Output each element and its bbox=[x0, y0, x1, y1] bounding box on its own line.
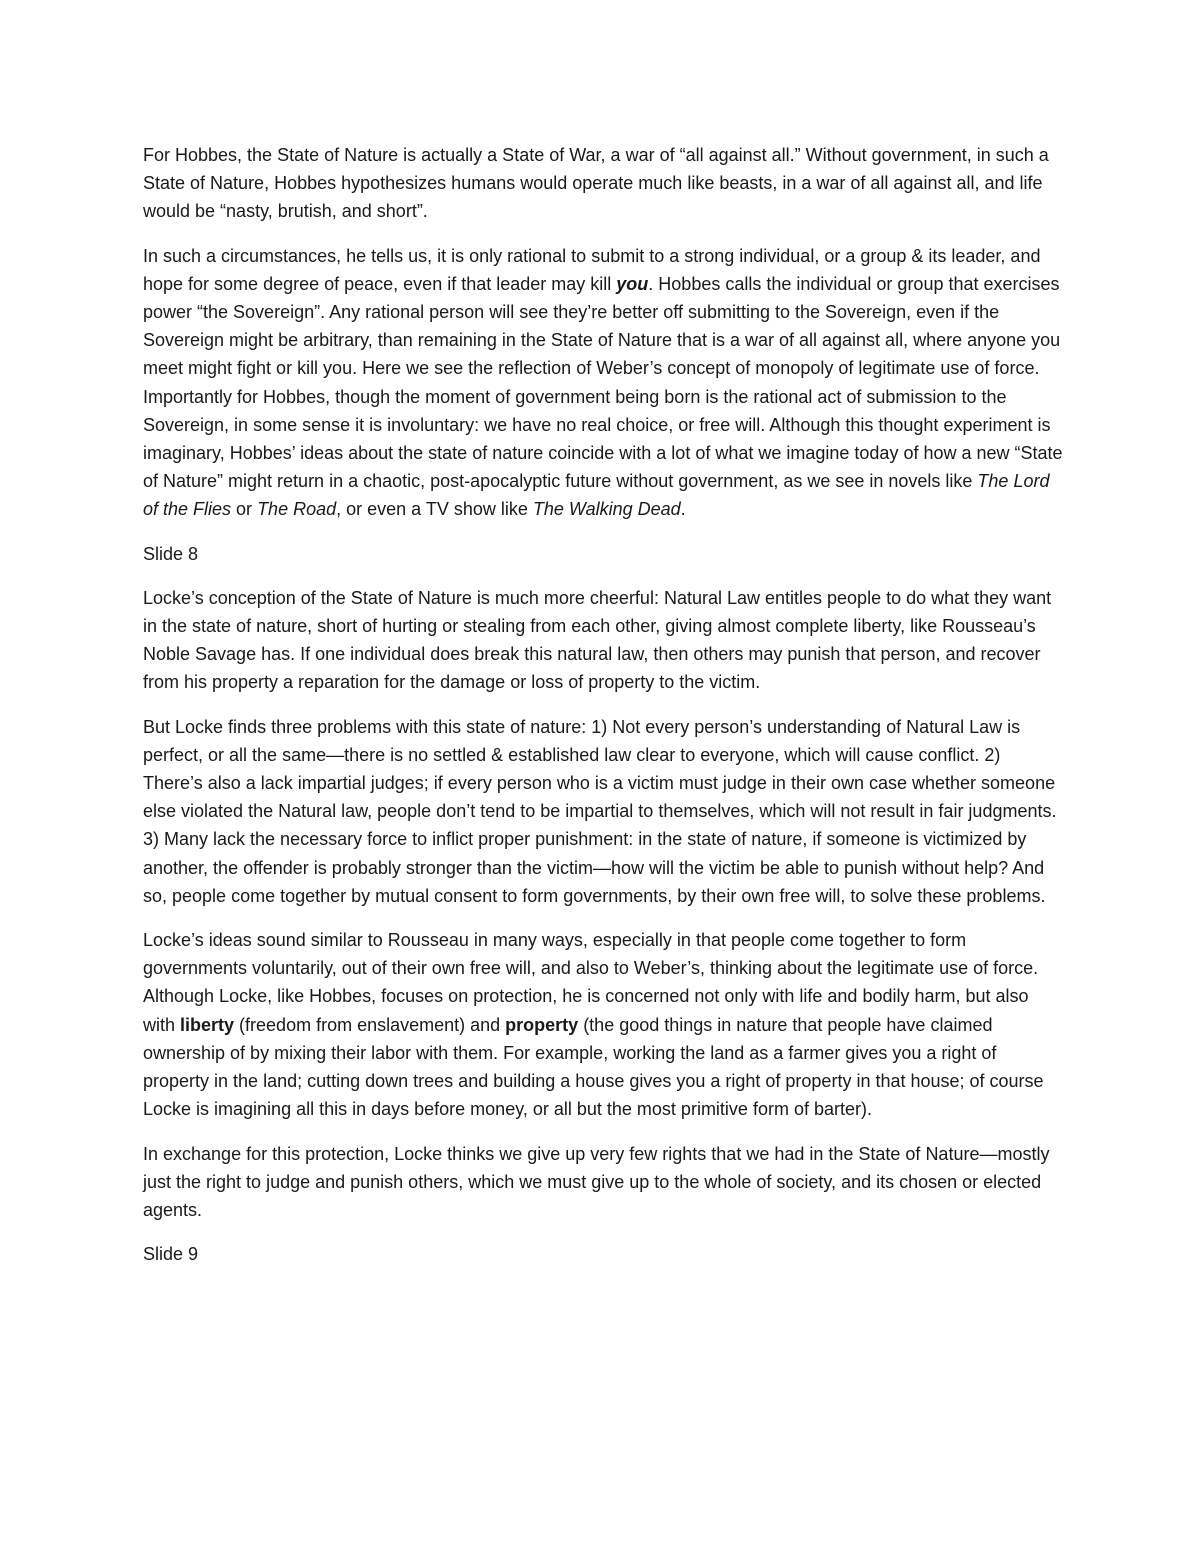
bold-term: property bbox=[505, 1014, 579, 1035]
text-run: Slide 8 bbox=[143, 543, 199, 564]
body-paragraph bbox=[143, 1140, 1063, 1225]
text-run: Slide 9 bbox=[143, 1244, 199, 1265]
text-run: Locke’s conception of the State of Nature is much more cheerful: Natural Law entitles people to do what they want in the state of nature, short of hurting or stealing from each other, giving almost complete liberty, like Rousseau’s Noble Savage has. If one individual does break this natural law, then others may punish that person, and recover from his property a reparation for the damage or loss of property to the victim. bbox=[143, 587, 1052, 693]
slide-heading bbox=[143, 1240, 1063, 1268]
text-run: . bbox=[680, 499, 686, 520]
italic-title: The Road bbox=[257, 499, 337, 520]
body-paragraph bbox=[143, 926, 1063, 1123]
text-run: For Hobbes, the State of Nature is actually a State of War, a war of “all against all.” Without government, in such a State of Nature, Hobbes hypothesizes humans would operate much like beasts, in a war of all against all, and life would be “nasty, brutish, and short”. bbox=[143, 145, 1049, 222]
italic-title: The Lord of the Flies bbox=[143, 471, 1050, 520]
text-run: But Locke finds three problems with this state of nature: 1) Not every person’s understanding of Natural Law is perfect, or all the same—there is no settled & established law clear to everyone, which will cause conflict. 2) There’s also a lack impartial judges; if every person who is a victim must judge in their own case whether someone else violated the Natural law, people don’t tend to be impartial to themselves, which will not result in fair judgments. 3) Many lack the necessary force to inflict proper punishment: in the state of nature, if someone is victimized by another, the offender is probably stronger than the victim—how will the victim be able to punish without help? And so, people come together by mutual consent to form governments, by their own free will, to solve these problems. bbox=[143, 716, 1057, 906]
text-run: . Hobbes calls the individual or group that exercises power “the Sovereign”. Any rational person will see they’re better off submitting to the Sovereign, even if the Sovereign might be arbitrary, than remaining in the State of Nature that is a war of all against all, where anyone you meet might fight or kill you. Here we see the reflection of Weber’s concept of monopoly of legitimate use of force. Importantly for Hobbes, though the moment of government being born is the rational act of submission to the Sovereign, in some sense it is involuntary: we have no real choice, or free will. Although this thought experiment is imaginary, Hobbes’ ideas about the state of nature coincide with a lot of what we imagine today of how a new “State of Nature” might return in a chaotic, post-apocalyptic future without government, as we see in novels like bbox=[143, 273, 1063, 492]
text-run: (freedom from enslavement) and bbox=[234, 1014, 506, 1035]
text-run: or bbox=[231, 499, 258, 520]
slide-heading bbox=[143, 540, 1063, 568]
bold-term: liberty bbox=[180, 1014, 235, 1035]
text-run: , or even a TV show like bbox=[336, 499, 533, 520]
body-paragraph bbox=[143, 713, 1063, 910]
text-run: In such a circumstances, he tells us, it is only rational to submit to a strong individual, or a group & its leader, and hope for some degree of peace, even if that leader may kill bbox=[143, 245, 1041, 294]
emphasized-word: you bbox=[616, 273, 649, 294]
body-paragraph bbox=[143, 141, 1063, 226]
italic-title: The Walking Dead bbox=[532, 499, 681, 520]
document-page bbox=[143, 141, 1063, 1284]
body-paragraph bbox=[143, 242, 1063, 524]
text-run: Locke’s ideas sound similar to Rousseau in many ways, especially in that people come together to form governments voluntarily, out of their own free will, and also to Weber’s, thinking about the legitimate use of force. Although Locke, like Hobbes, focuses on protection, he is concerned not only with life and bodily harm, but also with bbox=[143, 930, 1039, 1035]
body-paragraph bbox=[143, 584, 1063, 697]
text-run: In exchange for this protection, Locke thinks we give up very few rights that we had in the State of Nature—mostly just the right to judge and punish others, which we must give up to the whole of society, and its chosen or elected agents. bbox=[143, 1143, 1050, 1220]
text-run: (the good things in nature that people have claimed ownership of by mixing their labor with them. For example, working the land as a farmer gives you a right of property in the land; cutting down trees and building a house gives you a right of property in that house; of course Locke is imagining all this in days before money, or all but the most primitive form of barter). bbox=[143, 1014, 1044, 1120]
